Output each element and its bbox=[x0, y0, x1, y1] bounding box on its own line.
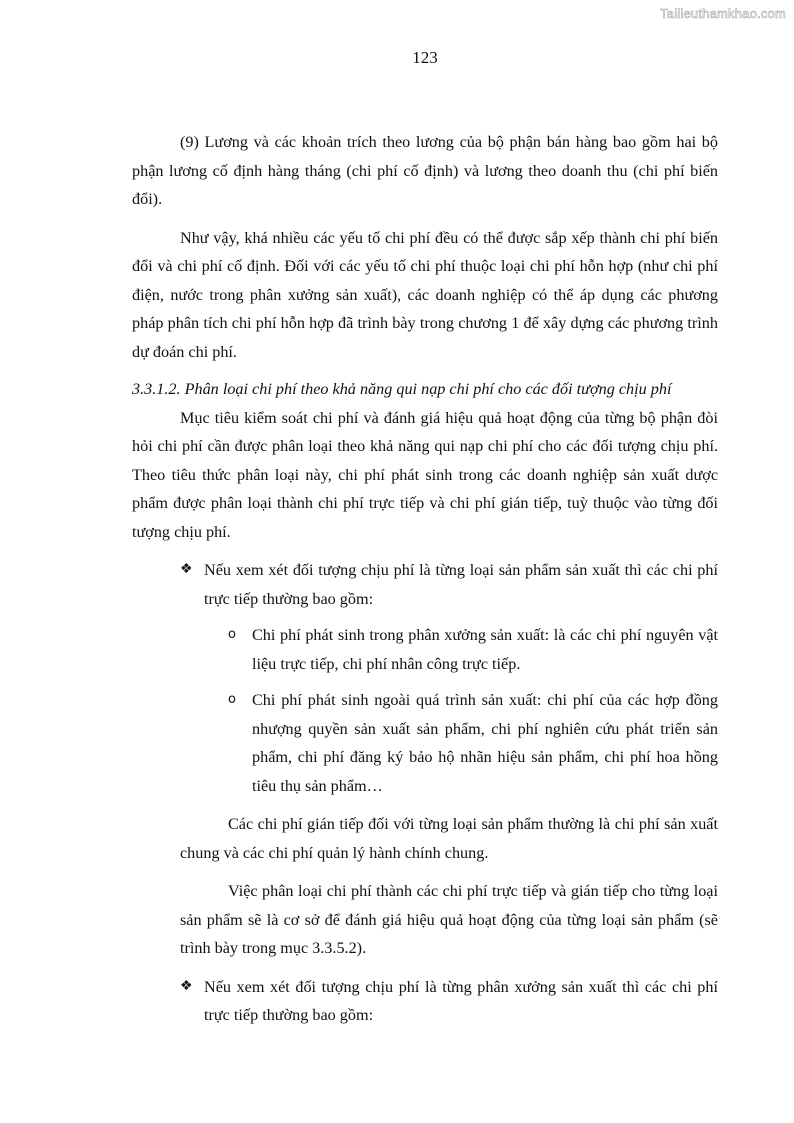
paragraph-salary: (9) Lương và các khoản trích theo lương của bộ phận bán hàng bao gồm hai bộ phận lương cố định hàng tháng (chi phí cố định) và lương theo doanh thu (chi phí biến đổi). bbox=[132, 133, 718, 208]
bullet-item-product bbox=[180, 556, 718, 613]
watermark: Tailieuthamkhao.com bbox=[660, 6, 786, 21]
circle-bullet-icon: o bbox=[228, 692, 236, 707]
page-number: 123 bbox=[412, 48, 438, 67]
paragraph-summary: Như vậy, khá nhiều các yếu tố chi phí đều có thể được sắp xếp thành chi phí biến đổi và chi phí cố định. Đối với các yếu tố chi phí thuộc loại chi phí hỗn hợp (như chi phí điện, nước trong phân xưởng sản xuất), các doanh nghiệp có thể áp dụng các phương pháp phân tích chi phí hỗn hợp đã trình bày trong chương 1 để xây dựng các phương trình dự đoán chi phí. bbox=[132, 228, 718, 361]
diamond-bullet-icon: ❖ bbox=[180, 978, 193, 994]
paragraph-objective: Mục tiêu kiểm soát chi phí và đánh giá hiệu quả hoạt động của từng bộ phận đòi hỏi chi phí cần được phân loại theo khả năng qui nạp chi phí cho các đối tượng chịu phí. Theo tiêu thức phân loại này, chi phí phát sinh trong các doanh nghiệp sản xuất dược phẩm được phân loại thành chi phí trực tiếp và chi phí gián tiếp, tuỳ thuộc vào từng đối tượng chịu phí. bbox=[132, 408, 718, 541]
circle-bullet-icon: o bbox=[228, 627, 236, 642]
sub-item-text: Chi phí phát sinh trong phân xưởng sản xuất: là các chi phí nguyên vật liệu trực tiếp, chi phí nhân công trực tiếp. bbox=[252, 626, 718, 673]
paragraph-classification: Việc phân loại chi phí thành các chi phí trực tiếp và gián tiếp cho từng loại sản phẩm sẽ là cơ sở để đánh giá hiệu quả hoạt động của từng loại sản phẩm (sẽ trình bày trong mục 3.3.5.2). bbox=[180, 882, 718, 957]
sub-item-external-costs bbox=[228, 686, 718, 800]
bullet-text: Nếu xem xét đối tượng chịu phí là từng phân xưởng sản xuất thì các chi phí trực tiếp thường bao gồm: bbox=[204, 977, 718, 1024]
section-heading: 3.3.1.2. Phân loại chi phí theo khả năng qui nạp chi phí cho các đối tượng chịu phí bbox=[132, 380, 672, 398]
diamond-bullet-icon: ❖ bbox=[180, 562, 193, 577]
sub-item-text: Chi phí phát sinh ngoài quá trình sản xuất: chi phí của các hợp đồng nhượng quyền sản xuất sản phẩm, chi phí nghiên cứu phát triển sản phẩm, chi phí đăng ký bảo hộ nhãn hiệu sản phẩm, chi phí hoa hồng tiêu thụ sản phẩm… bbox=[252, 691, 718, 795]
document-body bbox=[132, 128, 718, 1030]
paragraph-indirect-costs: Các chi phí gián tiếp đối với từng loại sản phẩm thường là chi phí sản xuất chung và các chi phí quản lý hành chính chung. bbox=[180, 815, 718, 862]
bullet-item-workshop bbox=[180, 973, 718, 1030]
sub-item-production-costs bbox=[228, 621, 718, 678]
bullet-text: Nếu xem xét đối tượng chịu phí là từng loại sản phẩm sản xuất thì các chi phí trực tiếp thường bao gồm: bbox=[204, 561, 718, 608]
